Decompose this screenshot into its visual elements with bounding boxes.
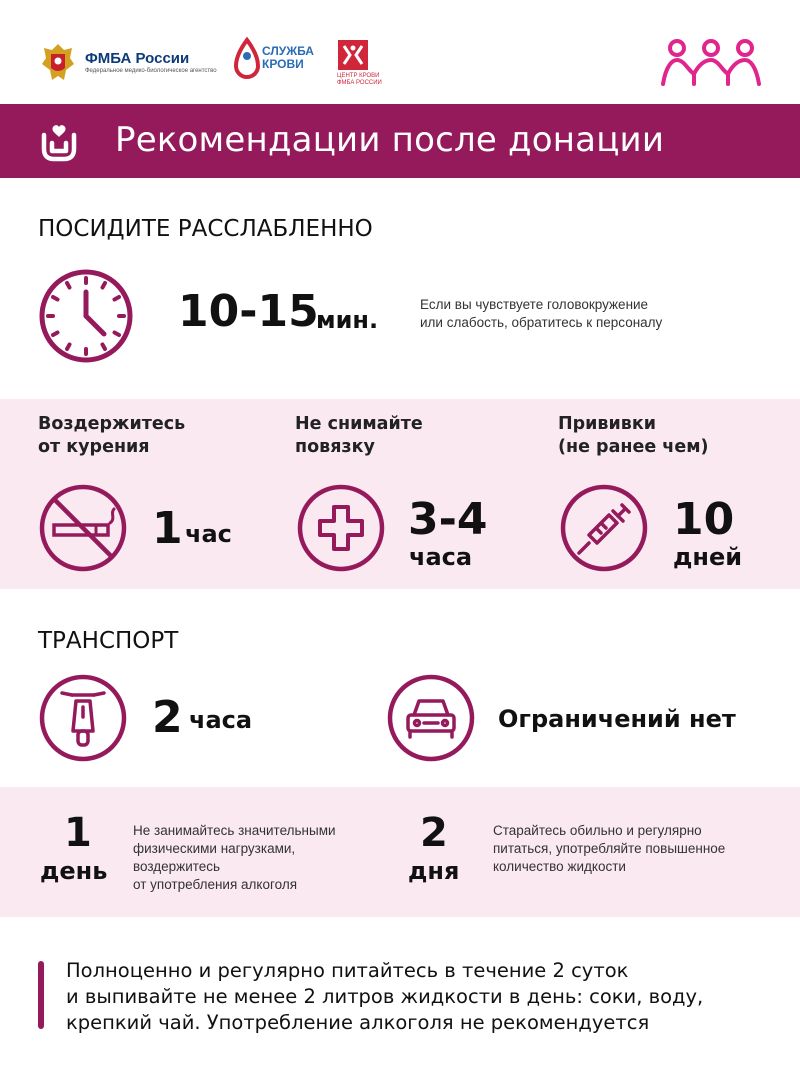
centr-krovi-text: ЦЕНТР КРОВИ ФМБА РОССИИ [337,73,382,86]
no-smoking-icon [38,483,128,573]
moto-unit: часа [189,706,253,734]
nutrition-advice: Полноценно и регулярно питайтесь в течение 2 суток и выпивайте не менее 2 литров жидкости в день: соки, воду, крепкий чай. Употребление алкоголя не рекомендуется [66,959,704,1034]
clock-icon [38,268,134,364]
accent-bar [38,961,44,1029]
vaccination-unit: дней [673,543,743,571]
fmba-name: ФМБА России [85,50,190,67]
sluzhba-krovi-text: СЛУЖБА КРОВИ [262,44,314,71]
donors-logo-icon [660,38,762,88]
moto-value: 2 [152,692,183,743]
bandage-value: 3-4 [408,494,488,545]
logo-bar [0,0,800,104]
relax-heading: ПОСИДИТЕ РАССЛАБЛЕННО [38,216,373,242]
vaccination-label: Прививки (не ранее чем) [558,414,709,457]
relax-note: Если вы чувствуете головокружение или слабость, обратитесь к персоналу [420,297,663,330]
sluzhba-krovi-logo-icon [232,36,262,84]
vaccination-value: 10 [673,494,735,545]
fmba-emblem-icon [38,40,78,84]
day1-value: 1 [64,810,92,856]
syringe-icon [559,483,649,573]
day2-value: 2 [420,810,448,856]
centr-krovi-logo-icon [336,38,370,72]
transport-heading: ТРАНСПОРТ [38,628,179,654]
day1-unit: день [40,857,108,885]
smoking-value: 1 [152,503,183,554]
bandage-unit: часа [409,543,473,571]
smoking-label: Воздержитесь от курения [38,414,186,457]
bandage-label: Не снимайте повязку [295,414,423,457]
day2-note: Старайтесь обильно и регулярно питаться, употребляйте повышенное количество жидкости [493,823,726,874]
car-text: Ограничений нет [498,705,736,733]
title-banner [0,104,800,178]
relax-unit: мин. [316,306,379,334]
scooter-icon [38,673,128,763]
day2-unit: дня [408,857,460,885]
medical-cross-icon [296,483,386,573]
relax-value: 10-15 [178,286,319,337]
car-icon [386,673,476,763]
fmba-subtitle: Федеральное медико-биологическое агентство [85,68,217,74]
smoking-unit: час [185,520,232,548]
page-title: Рекомендации после донации [115,120,665,160]
donation-hands-icon [38,121,80,163]
day1-note: Не занимайтесь значительными физическими нагрузками, воздержитесь от употребления алкоголя [133,823,336,892]
